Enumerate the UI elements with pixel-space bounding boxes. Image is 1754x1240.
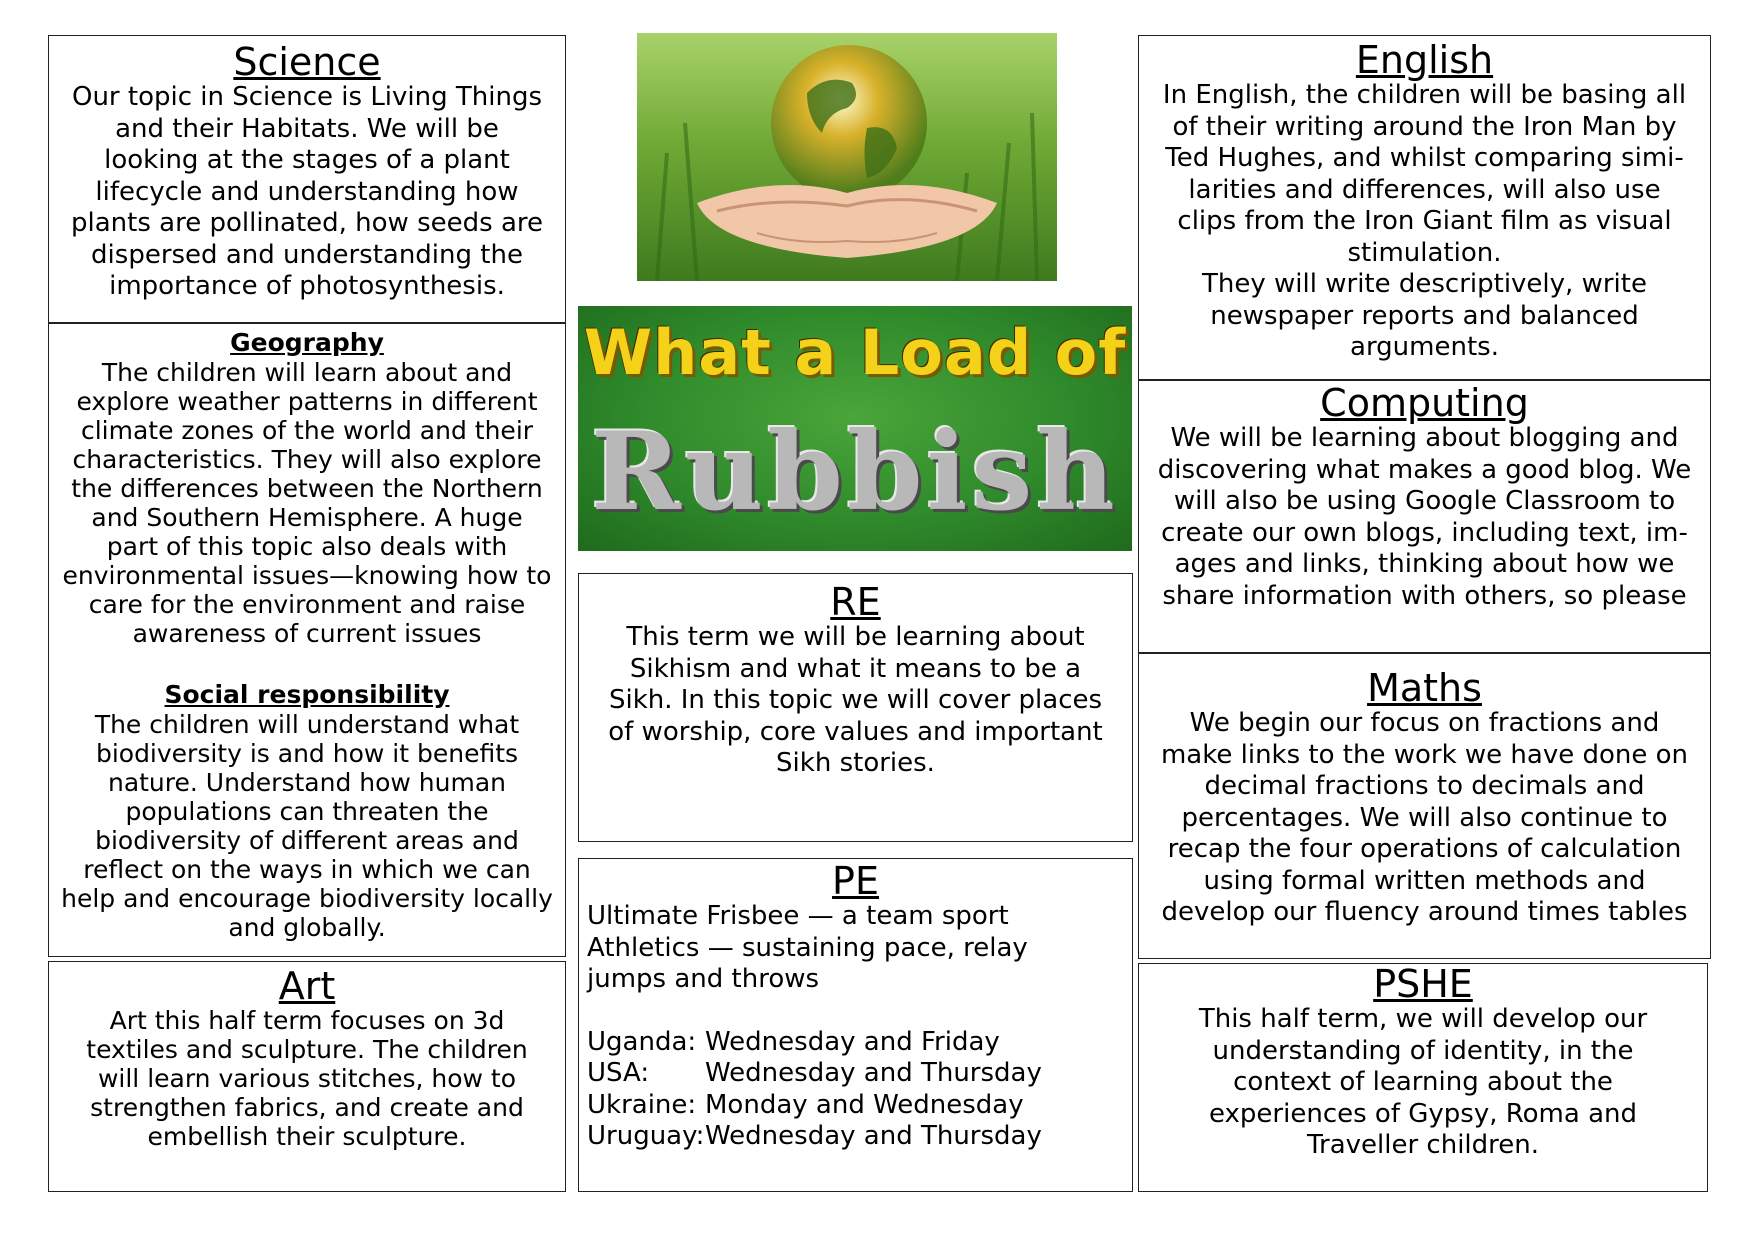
pe-country: Uruguay: <box>587 1121 705 1151</box>
what-a-load-of-rubbish-banner <box>578 306 1132 551</box>
science-title: Science <box>233 40 381 84</box>
pshe-panel <box>1138 963 1708 1192</box>
pe-title: PE <box>832 859 879 903</box>
hands-holding-globe-image <box>637 33 1057 281</box>
pe-country: USA: <box>587 1058 650 1088</box>
pe-days: Wednesday and Thursday <box>705 1121 1042 1151</box>
computing-title: Computing <box>1320 381 1529 425</box>
maths-panel <box>1138 653 1711 959</box>
pe-days: Monday and Wednesday <box>705 1089 1024 1120</box>
art-title: Art <box>278 964 336 1008</box>
re-text: This term we will be learning about Sikhism and what it means to be a Sikh. In this topic we will cover places of worship, core values and important Sikh stories. <box>608 622 1103 778</box>
art-panel <box>48 961 566 1192</box>
social-responsibility-text: The children will understand what biodiversity is and how it benefits nature. Understand how human populations can threaten the biodiversity of different areas and reflect on the ways in which we can help and encourage biodiversity locally and globally. <box>61 710 553 942</box>
banner-line-2: Rubbish <box>591 409 1119 535</box>
pe-panel <box>578 858 1133 1192</box>
english-panel <box>1138 35 1711 380</box>
maths-text: We begin our focus on fractions and make links to the work we have done on decimal fractions to decimals and percentages. We will also continue to recap the four operations of calculation using formal written methods and develop our fluency around times tables <box>1160 708 1689 927</box>
art-text: Art this half term focuses on 3d textiles and sculpture. The children will learn various stitches, how to strengthen fabrics, and create and embellish their sculpture. <box>86 1006 528 1151</box>
re-panel <box>578 573 1133 842</box>
pe-days: Wednesday and Friday <box>705 1026 1000 1057</box>
pe-country: Ukraine: <box>587 1089 697 1120</box>
pshe-title: PSHE <box>1373 963 1473 1006</box>
pe-days: Wednesday and Thursday <box>705 1058 1042 1088</box>
social-responsibility-title: Social responsibility <box>164 680 450 709</box>
geography-panel <box>48 323 566 957</box>
pe-schedule <box>587 1027 1124 1153</box>
pe-country: Uganda: <box>587 1026 697 1057</box>
globe-illustration <box>637 33 1057 281</box>
pshe-text: This half term, we will develop our understanding of identity, in the context of learning about the experiences of Gypsy, Roma and Traveller children. <box>1198 1004 1648 1160</box>
pe-text: Ultimate Frisbee — a team sport Athletics — sustaining pace, relay jumps and throws <box>587 901 1028 994</box>
computing-panel <box>1138 380 1711 653</box>
banner-line-1: What a Load of <box>583 316 1127 389</box>
geography-text: The children will learn about and explore weather patterns in different climate zones of the world and their characteristics. They will also explore the differences between the Northern and Southern Hemisphere. A huge part of this topic also deals with environmental issues—knowing how to care for the environment and raise awareness of current issues <box>62 358 552 648</box>
english-title: English <box>1355 38 1494 82</box>
computing-text: We will be learning about blogging and discovering what makes a good blog. We will also be using Google Classroom to create our own blogs, including text, im- ages and links, thinking about how we share information with others, so please <box>1157 423 1692 611</box>
re-title: RE <box>830 580 881 624</box>
english-text: In English, the children will be basing all of their writing around the Iron Man by Ted Hughes, and whilst comparing simi- larities and differences, will also use clips from the Iron Giant film as visual stimulation. They will write descriptively, write newspaper reports and balanced arguments. <box>1162 80 1687 362</box>
science-text: Our topic in Science is Living Things and their Habitats. We will be looking at the stages of a plant lifecycle and understanding how plants are pollinated, how seeds are dispersed and understanding the importance of photosynthesis. <box>71 82 543 301</box>
maths-title: Maths <box>1367 666 1482 710</box>
science-panel <box>48 35 566 323</box>
geography-title: Geography <box>230 328 384 357</box>
